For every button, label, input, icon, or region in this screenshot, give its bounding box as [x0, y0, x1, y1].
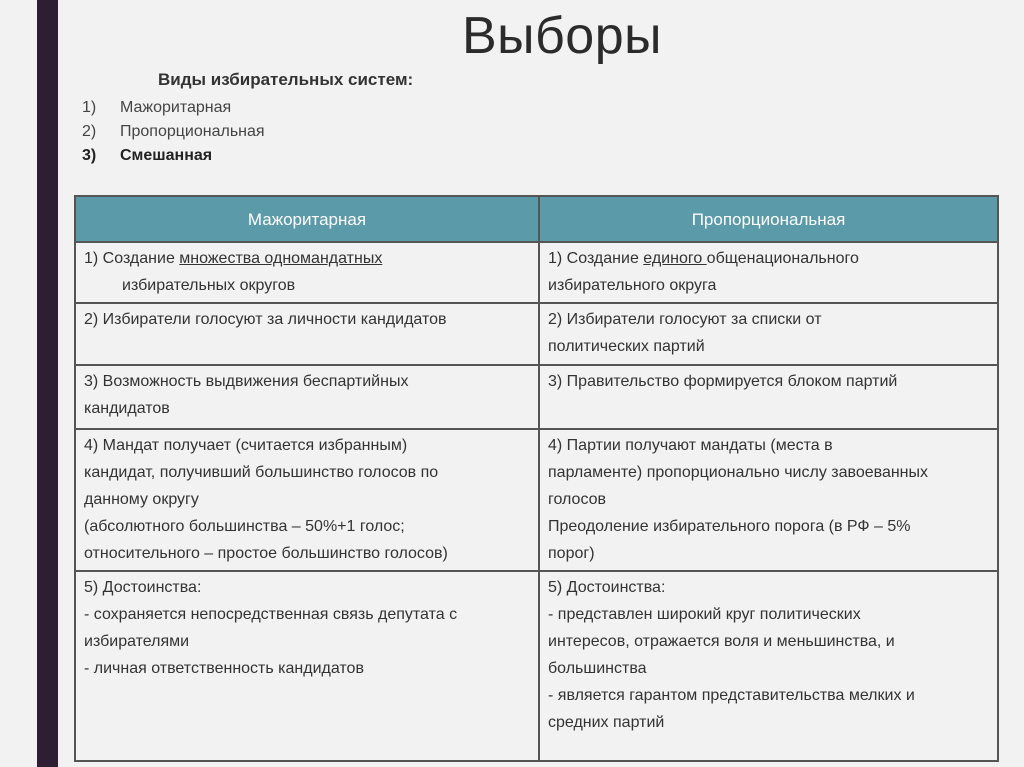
- table-row: [75, 571, 998, 761]
- subtitle: Виды избирательных систем:: [158, 70, 414, 89]
- table-cell: 3) Возможность выдвижения беспартийных кандидатов: [75, 365, 539, 429]
- left-accent-bar: [37, 0, 58, 767]
- table-cell: 1) Создание единого общенационального избирательного округа: [539, 242, 998, 303]
- table-cell: 5) Достоинства: - представлен широкий круг политических интересов, отражается воля и меньшинства, и большинства - является гарантом представительства мелких и средних партий: [539, 571, 998, 761]
- list-item: 1) Мажоритарная: [82, 99, 232, 116]
- header-majoritarian: Мажоритарная: [75, 196, 539, 242]
- page-title: Выборы: [461, 7, 663, 65]
- table-row: [75, 429, 998, 571]
- systems-list: [82, 96, 265, 168]
- table-cell: 4) Партии получают мандаты (места в парламенте) пропорционально числу завоеванных голосов Преодоление избирательного порога (в РФ – 5% порог): [539, 429, 998, 571]
- table-cell: 2) Избиратели голосуют за списки от политических партий: [539, 303, 998, 365]
- table-row: [75, 242, 998, 303]
- table-cell: 4) Мандат получает (считается избранным) кандидат, получивший большинство голосов по данному округу (абсолютного большинства – 50%+1 голос; относительного – простое большинство голосов): [75, 429, 539, 571]
- list-item: 2) Пропорциональная: [82, 123, 265, 140]
- table-cell: 2) Избиратели голосуют за личности кандидатов: [75, 303, 539, 365]
- table-cell: 3) Правительство формируется блоком партий: [539, 365, 998, 429]
- comparison-table: [74, 195, 999, 762]
- table-row: [75, 365, 998, 429]
- header-proportional: Пропорциональная: [539, 196, 998, 242]
- table-cell: 1) Создание множества одномандатных избирательных округов: [75, 242, 539, 303]
- list-item: 3) Смешанная: [82, 147, 213, 164]
- table-row: [75, 303, 998, 365]
- table-header-row: [75, 196, 998, 242]
- table-cell: 5) Достоинства: - сохраняется непосредственная связь депутата с избирателями - личная ответственность кандидатов: [75, 571, 539, 761]
